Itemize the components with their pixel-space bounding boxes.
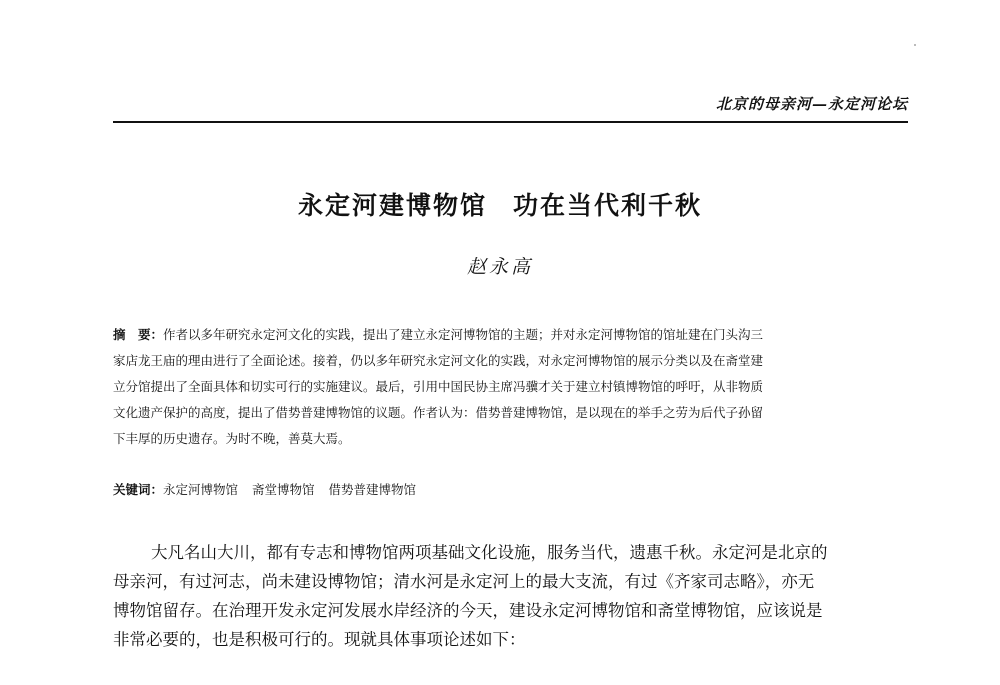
abstract-line: 立分馆提出了全面具体和切实可行的实施建议。最后，引用中国民协主席冯骥才关于建立村镇博物馆的呼吁，从非物质	[113, 379, 764, 394]
abstract-label: 摘 要：	[113, 327, 164, 342]
keyword-item: 斋堂博物馆	[252, 482, 315, 497]
body-line: 大凡名山大川，都有专志和博物馆两项基础文化设施，服务当代，遗惠千秋。永定河是北京的	[151, 543, 828, 562]
body-paragraph	[113, 538, 908, 654]
body-line: 母亲河，有过河志，尚未建设博物馆；清水河是永定河上的最大支流，有过《齐家司志略》，亦无	[113, 572, 815, 591]
abstract-line: 下丰厚的历史遗存。为时不晚，善莫大焉。	[113, 431, 351, 446]
title-part-2: 功在当代利千秋	[513, 191, 703, 220]
header-rule	[113, 121, 908, 123]
keywords-block	[113, 478, 908, 502]
body-line: 非常必要的，也是积极可行的。现就具体事项论述如下：	[113, 630, 526, 649]
abstract-line: 文化遗产保护的高度，提出了借势普建博物馆的议题。作者认为：借势普建博物馆，是以现在的举手之劳为后代子孙留	[113, 405, 764, 420]
keyword-item: 借势普建博物馆	[328, 482, 417, 497]
body-line: 博物馆留存。在治理开发永定河发展水岸经济的今天，建设永定河博物馆和斋堂博物馆，应该说是	[113, 601, 823, 620]
article-title	[0, 186, 1000, 222]
scan-speck	[914, 44, 916, 46]
keyword-item: 永定河博物馆	[163, 482, 239, 497]
abstract-block	[113, 322, 908, 452]
abstract-text: 作者以多年研究永定河文化的实践，提出了建立永定河博物馆的主题；并对永定河博物馆的馆址建在门头沟三	[163, 327, 764, 342]
author-name: 赵永高	[466, 256, 533, 278]
keywords-label: 关键词：	[113, 482, 164, 497]
title-part-1: 永定河建博物馆	[297, 191, 487, 220]
running-header: 北京的母亲河—永定河论坛	[715, 95, 908, 113]
abstract-line	[113, 322, 908, 348]
abstract-line: 家店龙王庙的理由进行了全面论述。接着，仍以多年研究永定河文化的实践，对永定河博物馆的展示分类以及在斋堂建	[113, 353, 764, 368]
